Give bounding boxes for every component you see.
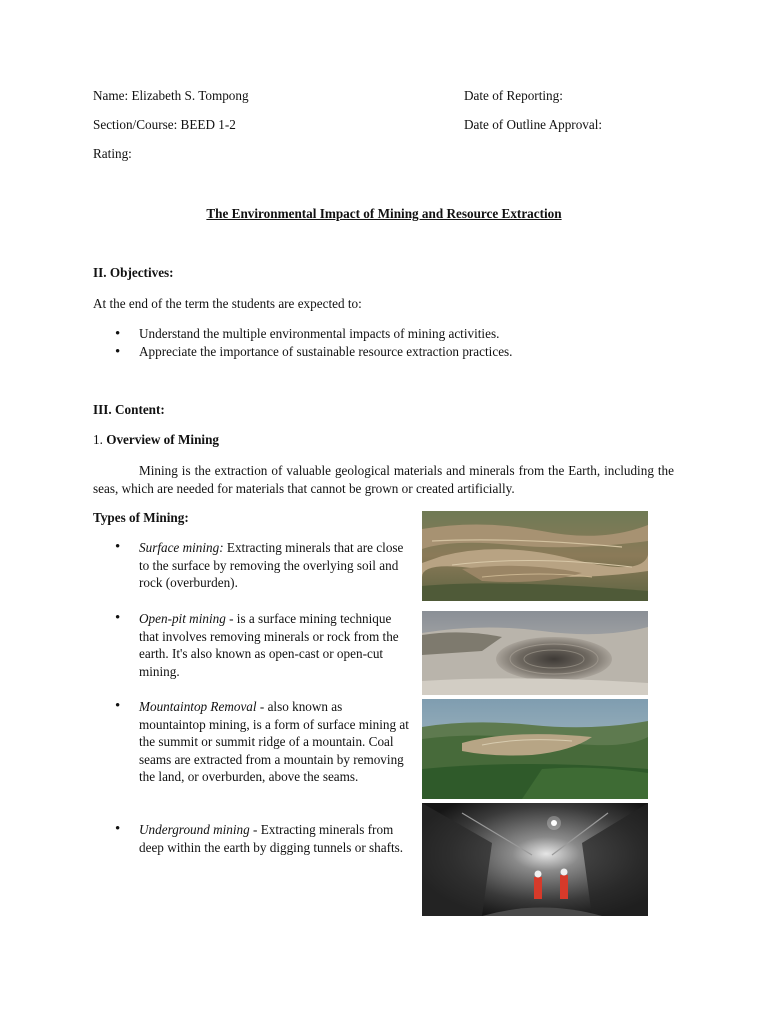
overview-heading: [93, 432, 219, 448]
content-heading: III. Content:: [93, 402, 165, 417]
underground-mining-photo: [422, 803, 648, 916]
type-term: Surface mining:: [139, 540, 224, 555]
open-pit-mining-photo: [422, 611, 648, 695]
type-desc: Extracting minerals that are close to the surface by removing the overlying soil and rock (overburden).: [139, 540, 404, 591]
mountaintop-removal-photo: [422, 699, 648, 799]
type-desc: - Extracting minerals from deep within the earth by digging tunnels or shafts.: [139, 822, 404, 855]
objectives-heading: II. Objectives:: [93, 265, 174, 280]
objectives-intro: At the end of the term the students are expected to:: [93, 296, 362, 311]
student-name: Name: Elizabeth S. Tompong: [93, 88, 249, 103]
type-desc: - is a surface mining technique that involves removing minerals or rock from the earth. It's also known as open-cast or open-cut mining.: [139, 611, 399, 679]
rating-label: Rating:: [93, 146, 132, 161]
type-item-underground-mining: [93, 821, 423, 856]
document-title: The Environmental Impact of Mining and Resource Extraction: [206, 206, 562, 221]
bullet-icon: •: [115, 610, 121, 626]
objective-item: • Appreciate the importance of sustainable resource extraction practices.: [93, 343, 693, 361]
types-heading: Types of Mining:: [93, 510, 189, 525]
bullet-icon: •: [115, 821, 121, 837]
bullet-icon: •: [115, 539, 121, 555]
section-course: Section/Course: BEED 1-2: [93, 117, 236, 132]
date-of-outline-approval: Date of Outline Approval:: [464, 117, 603, 132]
type-term: Underground mining: [139, 822, 250, 837]
objective-item: • Understand the multiple environmental impacts of mining activities.: [93, 325, 693, 343]
overview-paragraph: Mining is the extraction of valuable geological materials and minerals from the Earth, including the seas, which are needed for materials that cannot be grown or created artificially.: [93, 463, 674, 496]
type-item-mountaintop-removal: [93, 698, 423, 786]
date-of-reporting: Date of Reporting:: [464, 88, 563, 103]
type-term: Open-pit mining: [139, 611, 226, 626]
overview-title: Overview of Mining: [106, 432, 219, 447]
bullet-icon: •: [115, 698, 121, 714]
type-item-surface-mining: [93, 539, 423, 592]
objectives-list: [93, 325, 693, 361]
type-term: Mountaintop Removal: [139, 699, 257, 714]
overview-number: 1.: [93, 432, 103, 447]
type-item-open-pit-mining: [93, 610, 423, 680]
type-desc: - also known as mountaintop mining, is a form of surface mining at the summit or summit ridge of a mountain. Coal seams are extracted from a mountain by removing the land, or overburden, above the seams.: [139, 699, 409, 785]
surface-mining-photo: [422, 511, 648, 601]
